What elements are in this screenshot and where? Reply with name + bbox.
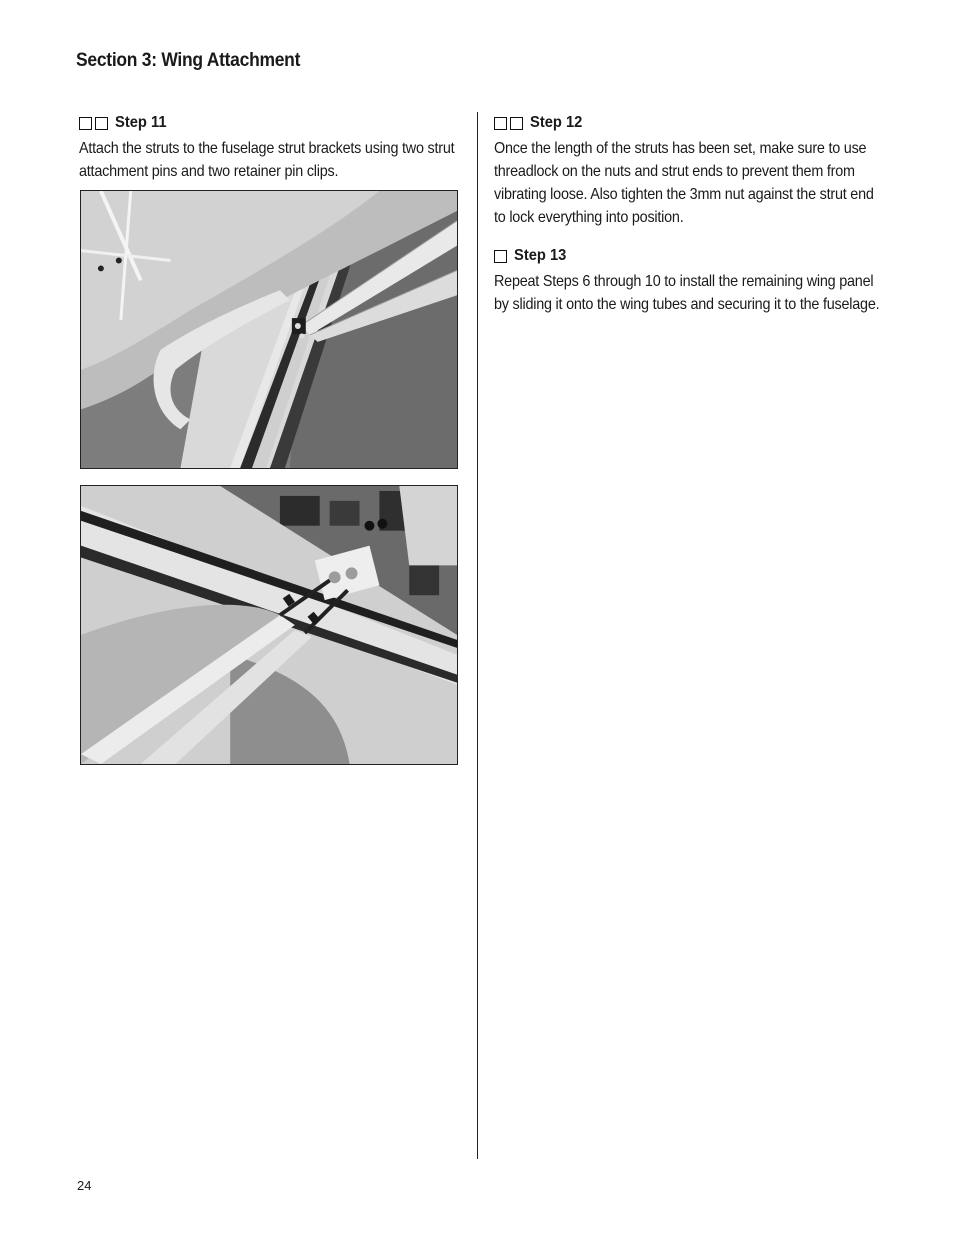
step-11-text: Attach the struts to the fuselage strut brackets using two strut attachment pins and two retainer pin clips. [79,140,455,180]
step-11-checkbox-1[interactable] [79,117,92,130]
step-12-text: Once the length of the struts has been set, make sure to use threadlock on the nuts and strut ends to prevent them from vibrating loose. Also tighten the 3mm nut against the strut end to lock everything into position. [494,140,874,226]
step-11 [79,112,459,183]
step-11-header [79,112,459,134]
step-12-checkbox-2[interactable] [510,117,523,130]
page-number: 24 [77,1178,92,1193]
step-12 [494,112,884,229]
step-13 [494,245,884,316]
step-11-checkbox-2[interactable] [95,117,108,130]
step-12-checkbox-1[interactable] [494,117,507,130]
photo-2-illustration [81,486,457,764]
step-13-text: Repeat Steps 6 through 10 to install the remaining wing panel by sliding it onto the wing tubes and securing it to the fuselage. [494,273,880,313]
step-12-header [494,112,884,134]
left-column [79,112,459,183]
column-divider [477,112,478,1159]
section-title: Section 3: Wing Attachment [76,50,301,71]
photo-strut-attachment-wing [80,485,458,765]
step-13-label: Step 13 [514,247,567,264]
photo-strut-brackets-fuselage [80,190,458,469]
step-13-checkbox-1[interactable] [494,250,507,263]
photo-1-illustration [81,191,457,468]
step-12-label: Step 12 [530,114,583,131]
right-column [494,112,884,316]
step-13-header [494,245,884,267]
step-11-label: Step 11 [115,114,167,131]
